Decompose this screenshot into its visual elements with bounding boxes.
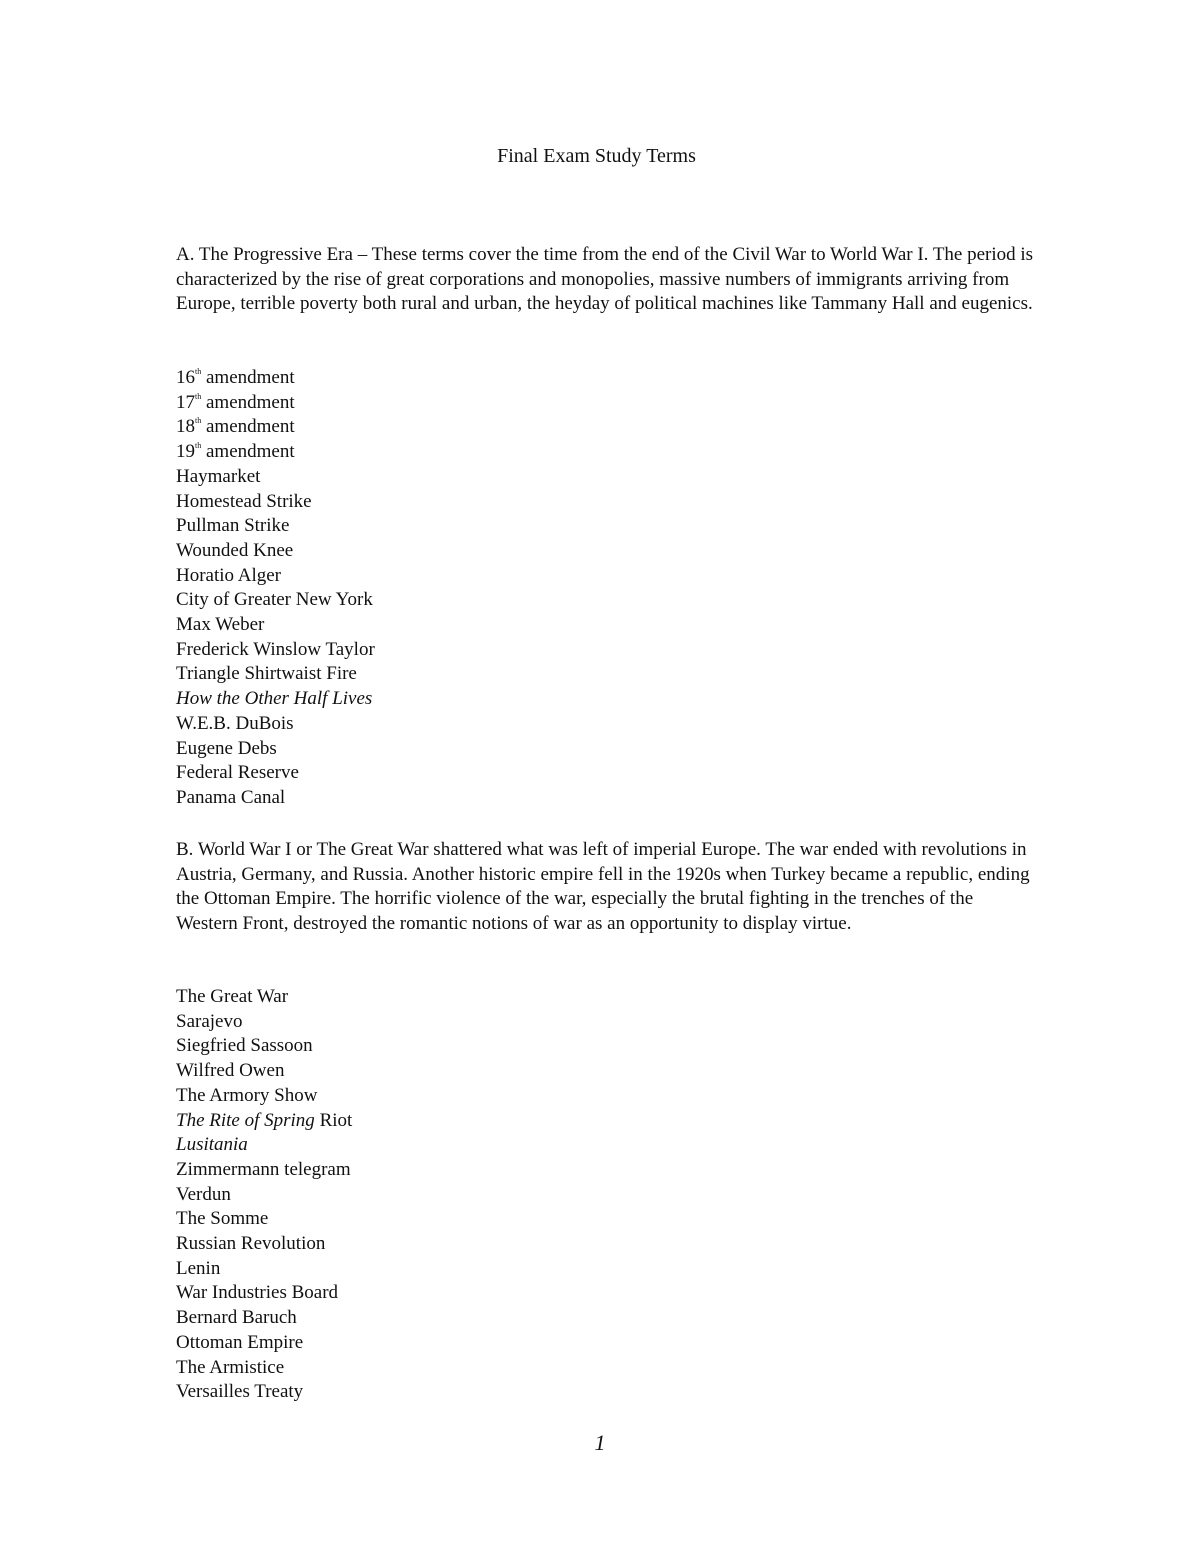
term-item: War Industries Board <box>176 1282 339 1304</box>
term-item: 18th amendment <box>176 416 295 438</box>
term-item: Versailles Treaty <box>176 1381 304 1403</box>
term-item: Frederick Winslow Taylor <box>176 638 375 660</box>
term-item: Ottoman Empire <box>176 1331 304 1353</box>
term-item: Sarajevo <box>176 1010 243 1032</box>
term-item: Panama Canal <box>176 786 286 808</box>
term-item: The Armory Show <box>176 1084 318 1106</box>
term-item: Russian Revolution <box>176 1233 326 1255</box>
term-item: Homestead Strike <box>176 490 312 512</box>
term-item: Horatio Alger <box>176 564 282 586</box>
term-item: Haymarket <box>176 465 261 487</box>
section-b-intro: B. World War I or The Great War shattered what was left of imperial Europe. The war ended with revolutions in Austria, Germany, and Russia. Another historic empire fell in the 1920s when Turkey became a republic, ending the Ottoman Empire. The horrific violence of the war, especially the brutal fighting in the trenches of the Western Front, destroyed the romantic notions of war as an opportunity to display virtue. <box>176 839 1030 935</box>
term-item: Wilfred Owen <box>176 1060 285 1082</box>
section-a-terms <box>176 366 375 811</box>
section-b-terms <box>176 985 352 1405</box>
term-item: Siegfried Sassoon <box>176 1035 313 1057</box>
term-item: Federal Reserve <box>176 762 299 784</box>
term-item: The Armistice <box>176 1356 285 1378</box>
term-item: 19th amendment <box>176 441 295 463</box>
term-item: Eugene Debs <box>176 737 277 759</box>
section-a-intro: A. The Progressive Era – These terms cover the time from the end of the Civil War to World War I. The period is characterized by the rise of great corporations and monopolies, massive numbers of immigrants arriving from Europe, terrible poverty both rural and urban, the heyday of political machines like Tammany Hall and eugenics. <box>176 244 1034 315</box>
term-item: Verdun <box>176 1183 231 1205</box>
term-item-italic: How the Other Half Lives <box>176 688 373 710</box>
term-item: 16th amendment <box>176 367 295 388</box>
term-item-mixed: The Rite of Spring Riot <box>176 1109 353 1131</box>
term-item: The Somme <box>176 1208 269 1230</box>
term-item: 17th amendment <box>176 391 295 413</box>
term-item: Wounded Knee <box>176 539 294 561</box>
term-item: Bernard Baruch <box>176 1307 297 1329</box>
term-item: Max Weber <box>176 614 265 636</box>
term-item-italic: Lusitania <box>176 1134 248 1156</box>
term-item: W.E.B. DuBois <box>176 712 294 734</box>
page-title: Final Exam Study Terms <box>497 145 696 167</box>
term-item: The Great War <box>176 986 289 1007</box>
term-item: Triangle Shirtwaist Fire <box>176 663 357 685</box>
page-number: 1 <box>594 1430 606 1455</box>
term-item: Lenin <box>176 1257 221 1279</box>
term-item: Zimmermann telegram <box>176 1158 351 1180</box>
term-item: City of Greater New York <box>176 589 373 611</box>
term-item: Pullman Strike <box>176 515 290 537</box>
